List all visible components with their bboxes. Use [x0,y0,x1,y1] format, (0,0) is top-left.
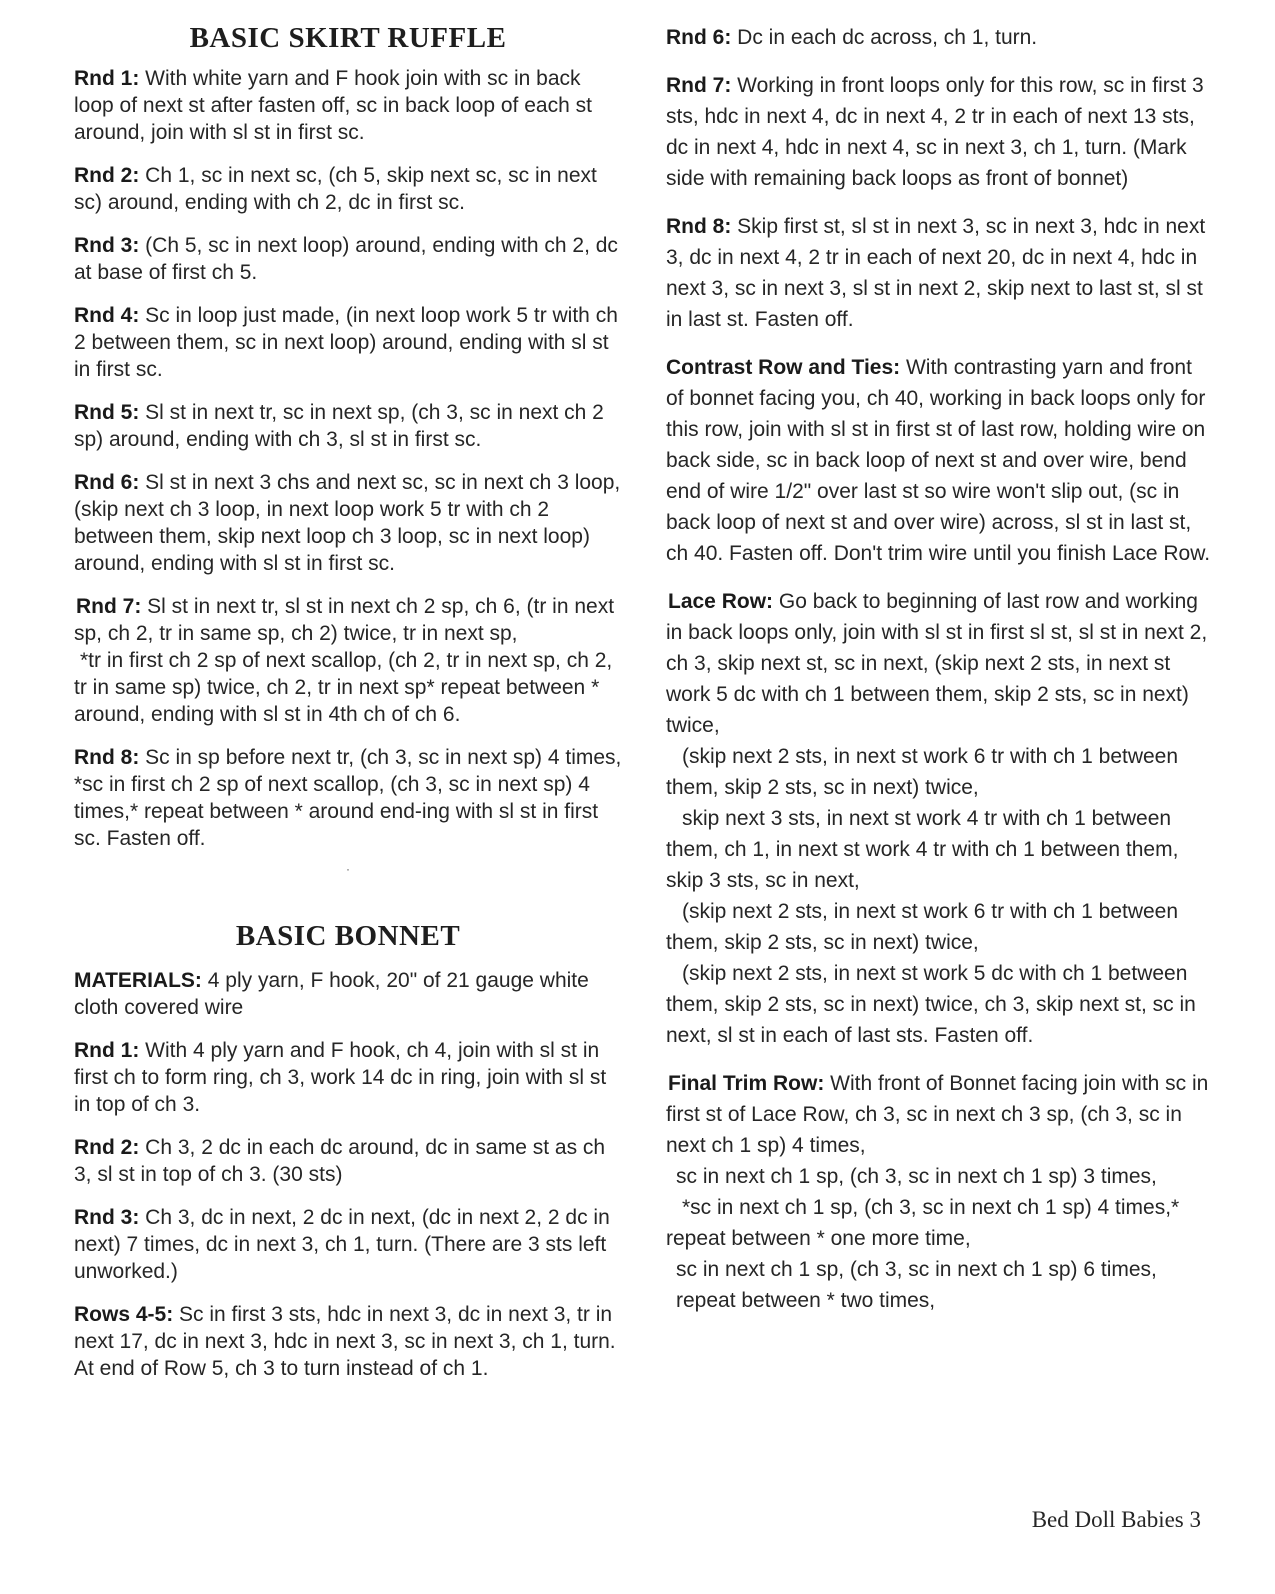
stray-dot: · [346,862,350,876]
step-text: Working in front loops only for this row, sc in first 3 sts, hdc in next 4, dc in next 4, 2 tr in each of next 13 sts, dc in next 4, hdc in next 4, sc in next 3, ch 1, turn. (Mark side with remaining back loops as front of bonnet) [666,74,1204,190]
step-text: 4 ply yarn, F hook, 20" of 21 gauge white cloth covered wire [74,969,589,1019]
final-trim-continuation-3: sc in next ch 1 sp, (ch 3, sc in next ch 1 sp) 6 times, [676,1258,1157,1281]
step-label: Rows 4-5: [74,1303,174,1326]
step-text: Dc in each dc across, ch 1, turn. [731,26,1038,49]
ruffle-rnd-4 [74,302,622,383]
contrast-row-and-ties [666,352,1212,569]
ruffle-rnd-3 [74,232,622,286]
step-label: Rnd 6: [74,471,140,494]
ruffle-rnd-8 [74,744,622,852]
lace-row-continuation-2: skip next 3 sts, in next st work 4 tr with ch 1 between them, ch 1, in next st work 4 tr with ch 1 between them, skip 3 sts, sc in next, [666,807,1179,892]
step-text: Ch 3, dc in next, 2 dc in next, (dc in next 2, 2 dc in next) 7 times, dc in next 3, ch 1, turn. (There are 3 sts left unworked.) [74,1206,610,1283]
step-text: Sl st in next tr, sc in next sp, (ch 3, sc in next ch 2 sp) around, ending with ch 3, sl st in first sc. [74,401,604,451]
page-footer: Bed Doll Babies 3 [1031,1507,1201,1532]
step-label: Rnd 8: [666,215,732,238]
final-trim-continuation-2: *sc in next ch 1 sp, (ch 3, sc in next ch 1 sp) 4 times,* repeat between * one more time, [666,1196,1180,1250]
lace-row-continuation-3: (skip next 2 sts, in next st work 6 tr with ch 1 between them, skip 2 sts, sc in next) twice, [666,900,1179,954]
step-label: Rnd 2: [74,1136,140,1159]
step-text: Sc in loop just made, (in next loop work 5 tr with ch 2 between them, sc in next loop) around, ending with sl st in first sc. [74,304,618,381]
step-text: Skip first st, sl st in next 3, sc in next 3, hdc in next 3, dc in next 4, 2 tr in each of next 20, dc in next 4, hdc in next 3, sc in next 3, sl st in next 2, skip next to last st, sl st in last st. Fasten off. [666,215,1206,331]
bonnet-rows-4-5 [74,1301,622,1382]
bonnet-rnd-3 [74,1204,622,1285]
ruffle-rnd-7 [74,593,622,647]
basic-bonnet-heading: BASIC BONNET [235,920,461,952]
right-column [666,22,1212,1316]
step-text: Sc in first 3 sts, hdc in next 3, dc in next 3, tr in next 17, dc in next 3, hdc in next 3, sc in next 3, ch 1, turn. At end of Row 5, ch 3 to turn instead of ch 1. [74,1303,616,1380]
step-label: Rnd 1: [74,1039,140,1062]
step-label: Rnd 7: [76,595,142,618]
step-label: MATERIALS: [74,969,202,992]
step-text: With front of Bonnet facing join with sc in first st of Lace Row, ch 3, sc in next ch 3 sp, (ch 3, sc in next ch 1 sp) 4 times, [666,1072,1209,1157]
bonnet-rnd-6 [666,22,1212,53]
lace-row-continuation-4: (skip next 2 sts, in next st work 5 dc with ch 1 between them, skip 2 sts, sc in next) twice, ch 3, skip next st, sc in next, sl st in each of last sts. Fasten off. [666,962,1196,1047]
step-label: Lace Row: [668,590,774,613]
step-text: Sl st in next 3 chs and next sc, sc in next ch 3 loop, (skip next ch 3 loop, in next loop work 5 tr with ch 2 between them, skip next loop ch 3 loop, sc in next loop) around, ending with sl st in first sc. [74,471,621,575]
step-label: Rnd 3: [74,234,140,257]
step-label: Rnd 6: [666,26,732,49]
bonnet-rnd-8 [666,211,1212,335]
step-label: Rnd 5: [74,401,140,424]
bonnet-rnd-7 [666,70,1212,194]
bonnet-rnd-1 [74,1037,622,1118]
step-text: Sc in sp before next tr, (ch 3, sc in next sp) 4 times, *sc in first ch 2 sp of next scallop, (ch 3, sc in next sp) 4 times,* repeat between * around end-ing with sl st in first sc. Fasten off. [74,746,622,850]
step-label: Rnd 7: [666,74,732,97]
step-label: Rnd 8: [74,746,140,769]
ruffle-rnd-7-continuation: *tr in first ch 2 sp of next scallop, (ch 2, tr in next sp, ch 2, tr in same sp) twice, ch 2, tr in next sp* repeat between * around, ending with sl st in 4th ch of ch 6. [74,649,613,726]
step-label: Rnd 2: [74,164,140,187]
step-label: Rnd 4: [74,304,140,327]
step-label: Rnd 3: [74,1206,140,1229]
skirt-ruffle-heading: BASIC SKIRT RUFFLE [189,22,507,54]
step-text: With contrasting yarn and front of bonnet facing you, ch 40, working in back loops only for this row, join with sl st in first st of last row, holding wire on back side, sc in back loop of next st and over wire, bend end of wire 1/2" over last st so wire won't slip out, (sc in back loop of next st and over wire) across, sl st in last st, ch 40. Fasten off. Don't trim wire until you finish Lace Row. [666,356,1211,565]
step-text: (Ch 5, sc in next loop) around, ending with ch 2, dc at base of first ch 5. [74,234,618,284]
step-text: Sl st in next tr, sl st in next ch 2 sp, ch 6, (tr in next sp, ch 2, tr in same sp, ch 2) twice, tr in next sp, [74,595,615,645]
step-text: Ch 3, 2 dc in each dc around, dc in same st as ch 3, sl st in top of ch 3. (30 sts) [74,1136,606,1186]
bonnet-materials [74,967,622,1021]
ruffle-rnd-5 [74,399,622,453]
step-text: Go back to beginning of last row and working in back loops only, join with sl st in first sl st, sl st in next 2, ch 3, skip next st, sc in next, (skip next 2 sts, in next st work 5 dc with ch 1 between them, skip 2 sts, sc in next) twice, [666,590,1208,737]
final-trim-continuation-4: repeat between * two times, [676,1289,936,1312]
final-trim-continuation-1: sc in next ch 1 sp, (ch 3, sc in next ch 1 sp) 3 times, [676,1165,1157,1188]
ruffle-rnd-1 [74,65,622,146]
lace-row-continuation-1: (skip next 2 sts, in next st work 6 tr with ch 1 between them, skip 2 sts, sc in next) twice, [666,745,1179,799]
step-label: Final Trim Row: [668,1072,825,1095]
step-text: With 4 ply yarn and F hook, ch 4, join with sl st in first ch to form ring, ch 3, work 14 dc in ring, join with sl st in top of ch 3. [74,1039,607,1116]
ruffle-rnd-6 [74,469,622,577]
step-text: With white yarn and F hook join with sc in back loop of next st after fasten off, sc in back loop of each st around, join with sl st in first sc. [74,67,592,144]
lace-row [666,586,1212,741]
final-trim-row [666,1068,1212,1161]
step-label: Contrast Row and Ties: [666,356,901,379]
left-column [74,22,622,1398]
step-label: Rnd 1: [74,67,140,90]
step-text: Ch 1, sc in next sc, (ch 5, skip next sc, sc in next sc) around, ending with ch 2, dc in first sc. [74,164,597,214]
bonnet-rnd-2 [74,1134,622,1188]
ruffle-rnd-2 [74,162,622,216]
